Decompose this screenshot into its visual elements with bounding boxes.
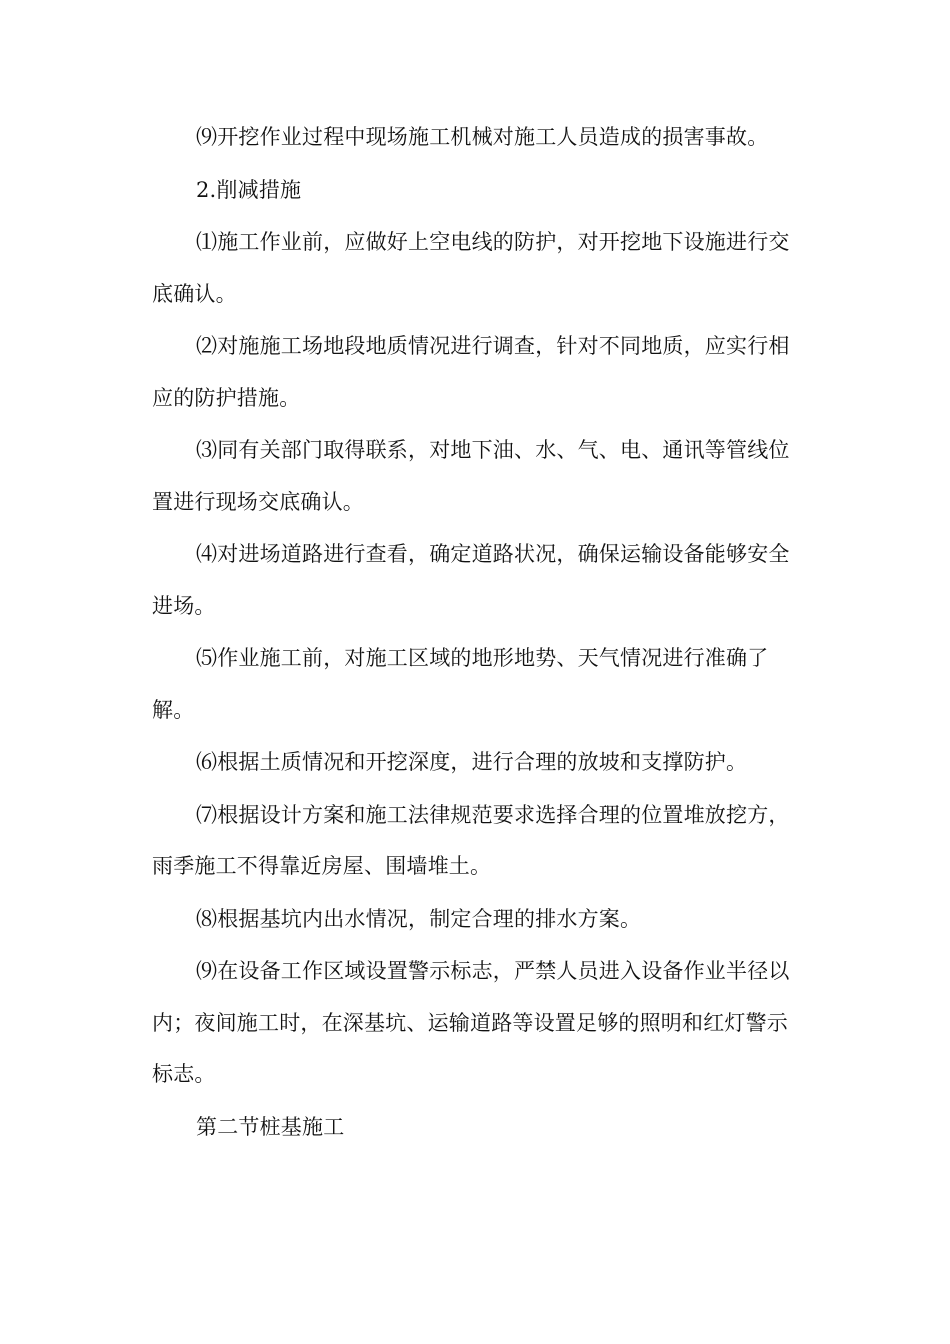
section-heading-pile-foundation: 第二节桩基施工 (196, 1114, 345, 1139)
paragraph-measure-2: ⑵对施施工场地段地质情况进行调查，针对不同地质，应实行相应的防护措施。 (152, 334, 790, 410)
paragraph-measure-3: ⑶同有关部门取得联系，对地下油、水、气、电、通讯等管线位置进行现场交底确认。 (152, 438, 790, 514)
paragraph-hazard-9: ⑼开挖作业过程中现场施工机械对施工人员造成的损害事故。 (196, 125, 769, 149)
document-body (152, 112, 802, 1154)
paragraph-measure-5: ⑸作业施工前，对施工区域的地形地势、天气情况进行准确了解。 (152, 646, 769, 722)
paragraph-measure-7: ⑺根据设计方案和施工法律规范要求选择合理的位置堆放挖方，雨季施工不得靠近房屋、围墙堆土。 (152, 802, 790, 878)
paragraph-measure-1: ⑴施工作业前，应做好上空电线的防护，对开挖地下设施进行交底确认。 (152, 230, 790, 306)
paragraph-measure-6: ⑹根据土质情况和开挖深度，进行合理的放坡和支撑防护。 (196, 750, 748, 774)
section-heading-mitigation: 2.削减措施 (196, 177, 302, 202)
paragraph-measure-9: ⑼在设备工作区域设置警示标志，严禁人员进入设备作业半径以内；夜间施工时，在深基坑、运输道路等设置足够的照明和红灯警示标志。 (152, 959, 790, 1086)
paragraph-measure-4: ⑷对进场道路进行查看，确定道路状况，确保运输设备能够安全进场。 (152, 542, 790, 618)
paragraph-measure-8: ⑻根据基坑内出水情况，制定合理的排水方案。 (196, 906, 642, 931)
